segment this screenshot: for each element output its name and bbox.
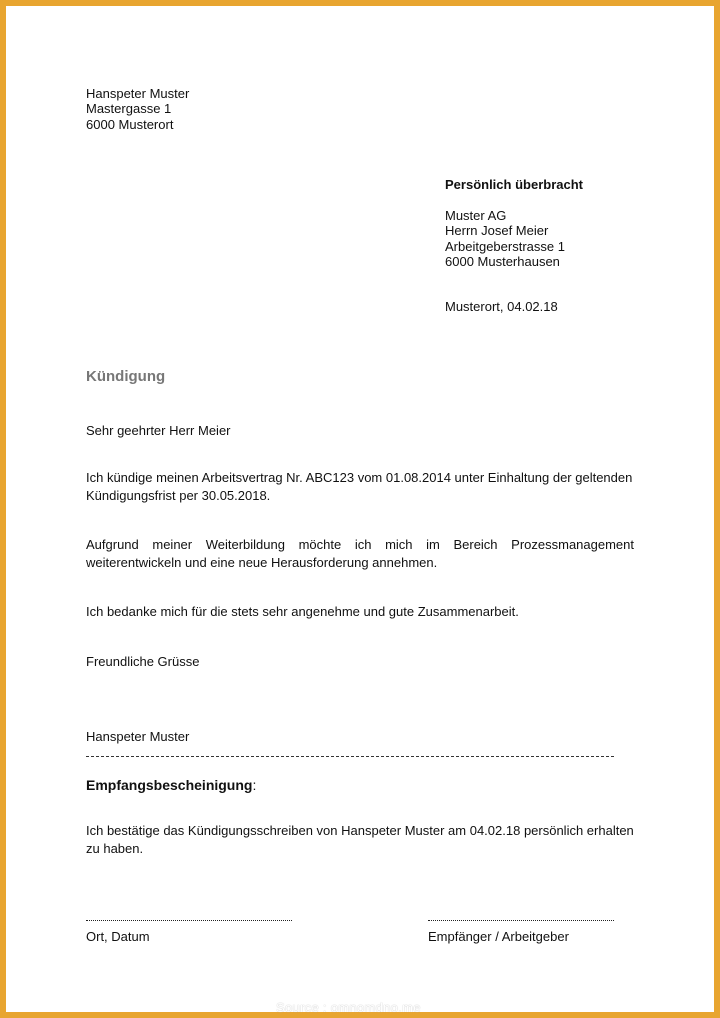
letter-subject: Kündigung [86,368,166,385]
receipt-heading-colon: : [252,777,257,793]
receipt-heading-label: Empfangsbescheinigung [86,777,253,793]
date-signature-line [86,920,292,921]
paragraph-reason: Aufgrund meiner Weiterbildung möchte ich mich im Bereich Prozessmanagement weiterentwickeln und eine neue Herausforderung annehmen. [86,537,634,570]
receipt-heading [86,777,256,793]
receipt-text: Ich bestätige das Kündigungsschreiben von Hanspeter Muster am 04.02.18 persönlich erhalten zu haben. [86,823,634,856]
delivery-note: Persönlich überbracht [445,177,583,192]
sender-city: 6000 Musterort [86,117,174,132]
recipient-person: Herrn Josef Meier [445,223,549,238]
recipient-street: Arbeitgeberstrasse 1 [445,239,565,254]
source-caption: Source : omnomdno.me [276,1000,421,1015]
recipient-city: 6000 Musterhausen [445,254,560,269]
employer-signature-line [428,920,614,921]
sender-street: Mastergasse 1 [86,101,172,116]
recipient-company: Muster AG [445,208,507,223]
sender-name: Hanspeter Muster [86,86,190,101]
place-date-label: Ort, Datum [86,929,150,944]
cut-line-divider [86,756,614,757]
signature-name: Hanspeter Muster [86,729,190,744]
paragraph-thanks: Ich bedanke mich für die stets sehr angenehme und gute Zusammenarbeit. [86,604,519,619]
letter-page [6,6,714,1012]
paragraph-termination: Ich kündige meinen Arbeitsvertrag Nr. ABC123 vom 01.08.2014 unter Einhaltung der geltenden Kündigungsfrist per 30.05.2018. [86,470,633,503]
salutation: Sehr geehrter Herr Meier [86,423,231,438]
place-date: Musterort, 04.02.18 [445,299,558,314]
closing: Freundliche Grüsse [86,654,200,669]
employer-label: Empfänger / Arbeitgeber [428,929,569,944]
